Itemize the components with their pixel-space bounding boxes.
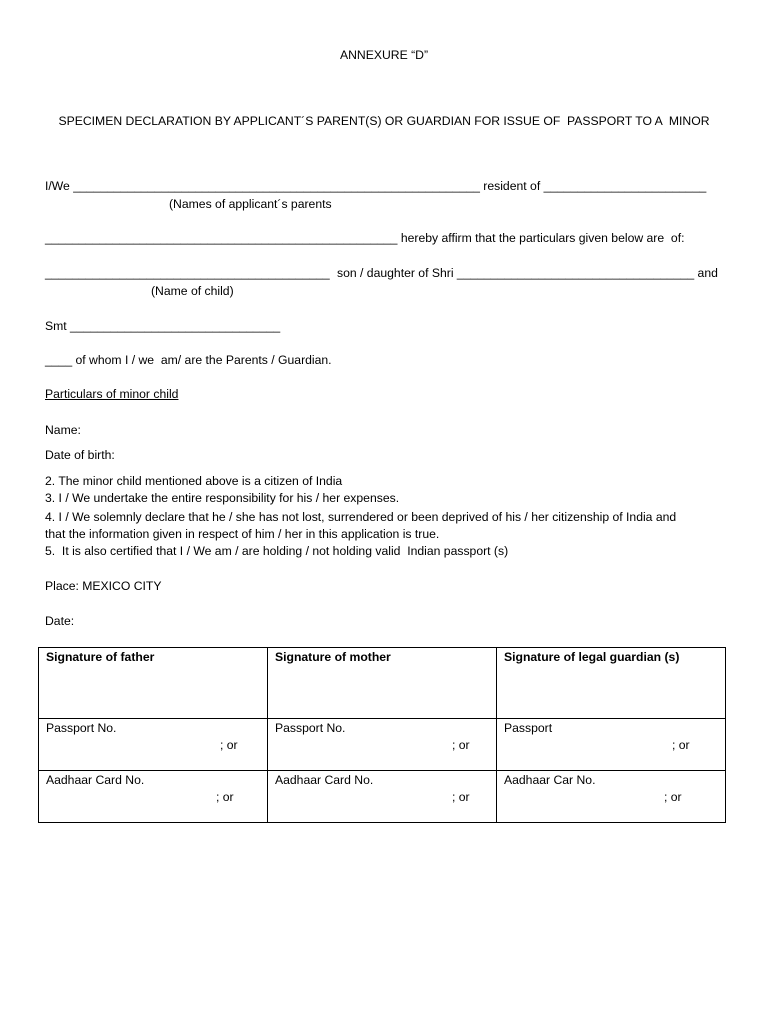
mother-signature-header: Signature of mother <box>275 650 391 664</box>
smt-line: Smt _______________________________ <box>45 319 281 333</box>
or-text: ; or <box>220 738 238 752</box>
mother-signature-cell <box>268 648 497 719</box>
dob-label: Date of birth: <box>45 448 115 462</box>
son-daughter-line: son / daughter of Shri ___________________________________ and <box>337 266 718 280</box>
particular-item: 3. I / We undertake the entire responsibility for his / her expenses. <box>45 491 400 505</box>
guardian-passport-cell <box>497 719 726 771</box>
mother-aadhaar-cell <box>268 771 497 823</box>
or-text: ; or <box>672 738 690 752</box>
date-line: Date: <box>45 614 75 628</box>
particular-item: 4. I / We solemnly declare that he / she has not lost, surrendered or been deprived of his / her citizenship of India and <box>45 510 677 524</box>
aadhaar-row <box>39 771 726 823</box>
guardian-aadhaar-cell <box>497 771 726 823</box>
or-text: ; or <box>664 790 682 804</box>
father-aadhaar-cell <box>39 771 268 823</box>
father-passport-cell <box>39 719 268 771</box>
mother-aadhaar-label: Aadhaar Card No. <box>275 773 374 787</box>
child-name-blank: __________________________________________ <box>45 266 330 280</box>
guardian-signature-cell <box>497 648 726 719</box>
affirm-line: ____________________________________________________ hereby affirm that the particulars given below are of: <box>45 231 685 245</box>
parents-names-line: I/We ____________________________________________________________ resident of ________________________ <box>45 179 707 193</box>
father-aadhaar-label: Aadhaar Card No. <box>46 773 145 787</box>
parents-guardian-line: ____ of whom I / we am/ are the Parents / Guardian. <box>45 353 332 367</box>
particular-item: that the information given in respect of him / her in this application is true. <box>45 527 440 541</box>
signature-table <box>38 647 726 823</box>
annexure-heading: ANNEXURE “D” <box>339 48 429 62</box>
particular-item: 5. It is also certified that I / We am / are holding / not holding valid Indian passport (s) <box>45 544 509 558</box>
parents-names-note: (Names of applicant´s parents <box>169 197 332 211</box>
father-passport-label: Passport No. <box>46 721 117 735</box>
child-name-note: (Name of child) <box>151 284 234 298</box>
father-signature-header: Signature of father <box>46 650 155 664</box>
guardian-aadhaar-label: Aadhaar Car No. <box>504 773 596 787</box>
document-title: SPECIMEN DECLARATION BY APPLICANT´S PARENT(S) OR GUARDIAN FOR ISSUE OF PASSPORT TO A MINOR <box>58 114 710 128</box>
particulars-heading: Particulars of minor child <box>45 387 179 401</box>
or-text: ; or <box>452 790 470 804</box>
father-signature-cell <box>39 648 268 719</box>
name-label: Name: <box>45 423 81 437</box>
guardian-signature-header: Signature of legal guardian (s) <box>504 650 680 664</box>
or-text: ; or <box>216 790 234 804</box>
signature-row <box>39 648 726 719</box>
or-text: ; or <box>452 738 470 752</box>
place-line: Place: MEXICO CITY <box>45 579 162 593</box>
guardian-passport-label: Passport <box>504 721 553 735</box>
mother-passport-cell <box>268 719 497 771</box>
mother-passport-label: Passport No. <box>275 721 346 735</box>
passport-row <box>39 719 726 771</box>
particular-item: 2. The minor child mentioned above is a citizen of India <box>45 474 343 488</box>
